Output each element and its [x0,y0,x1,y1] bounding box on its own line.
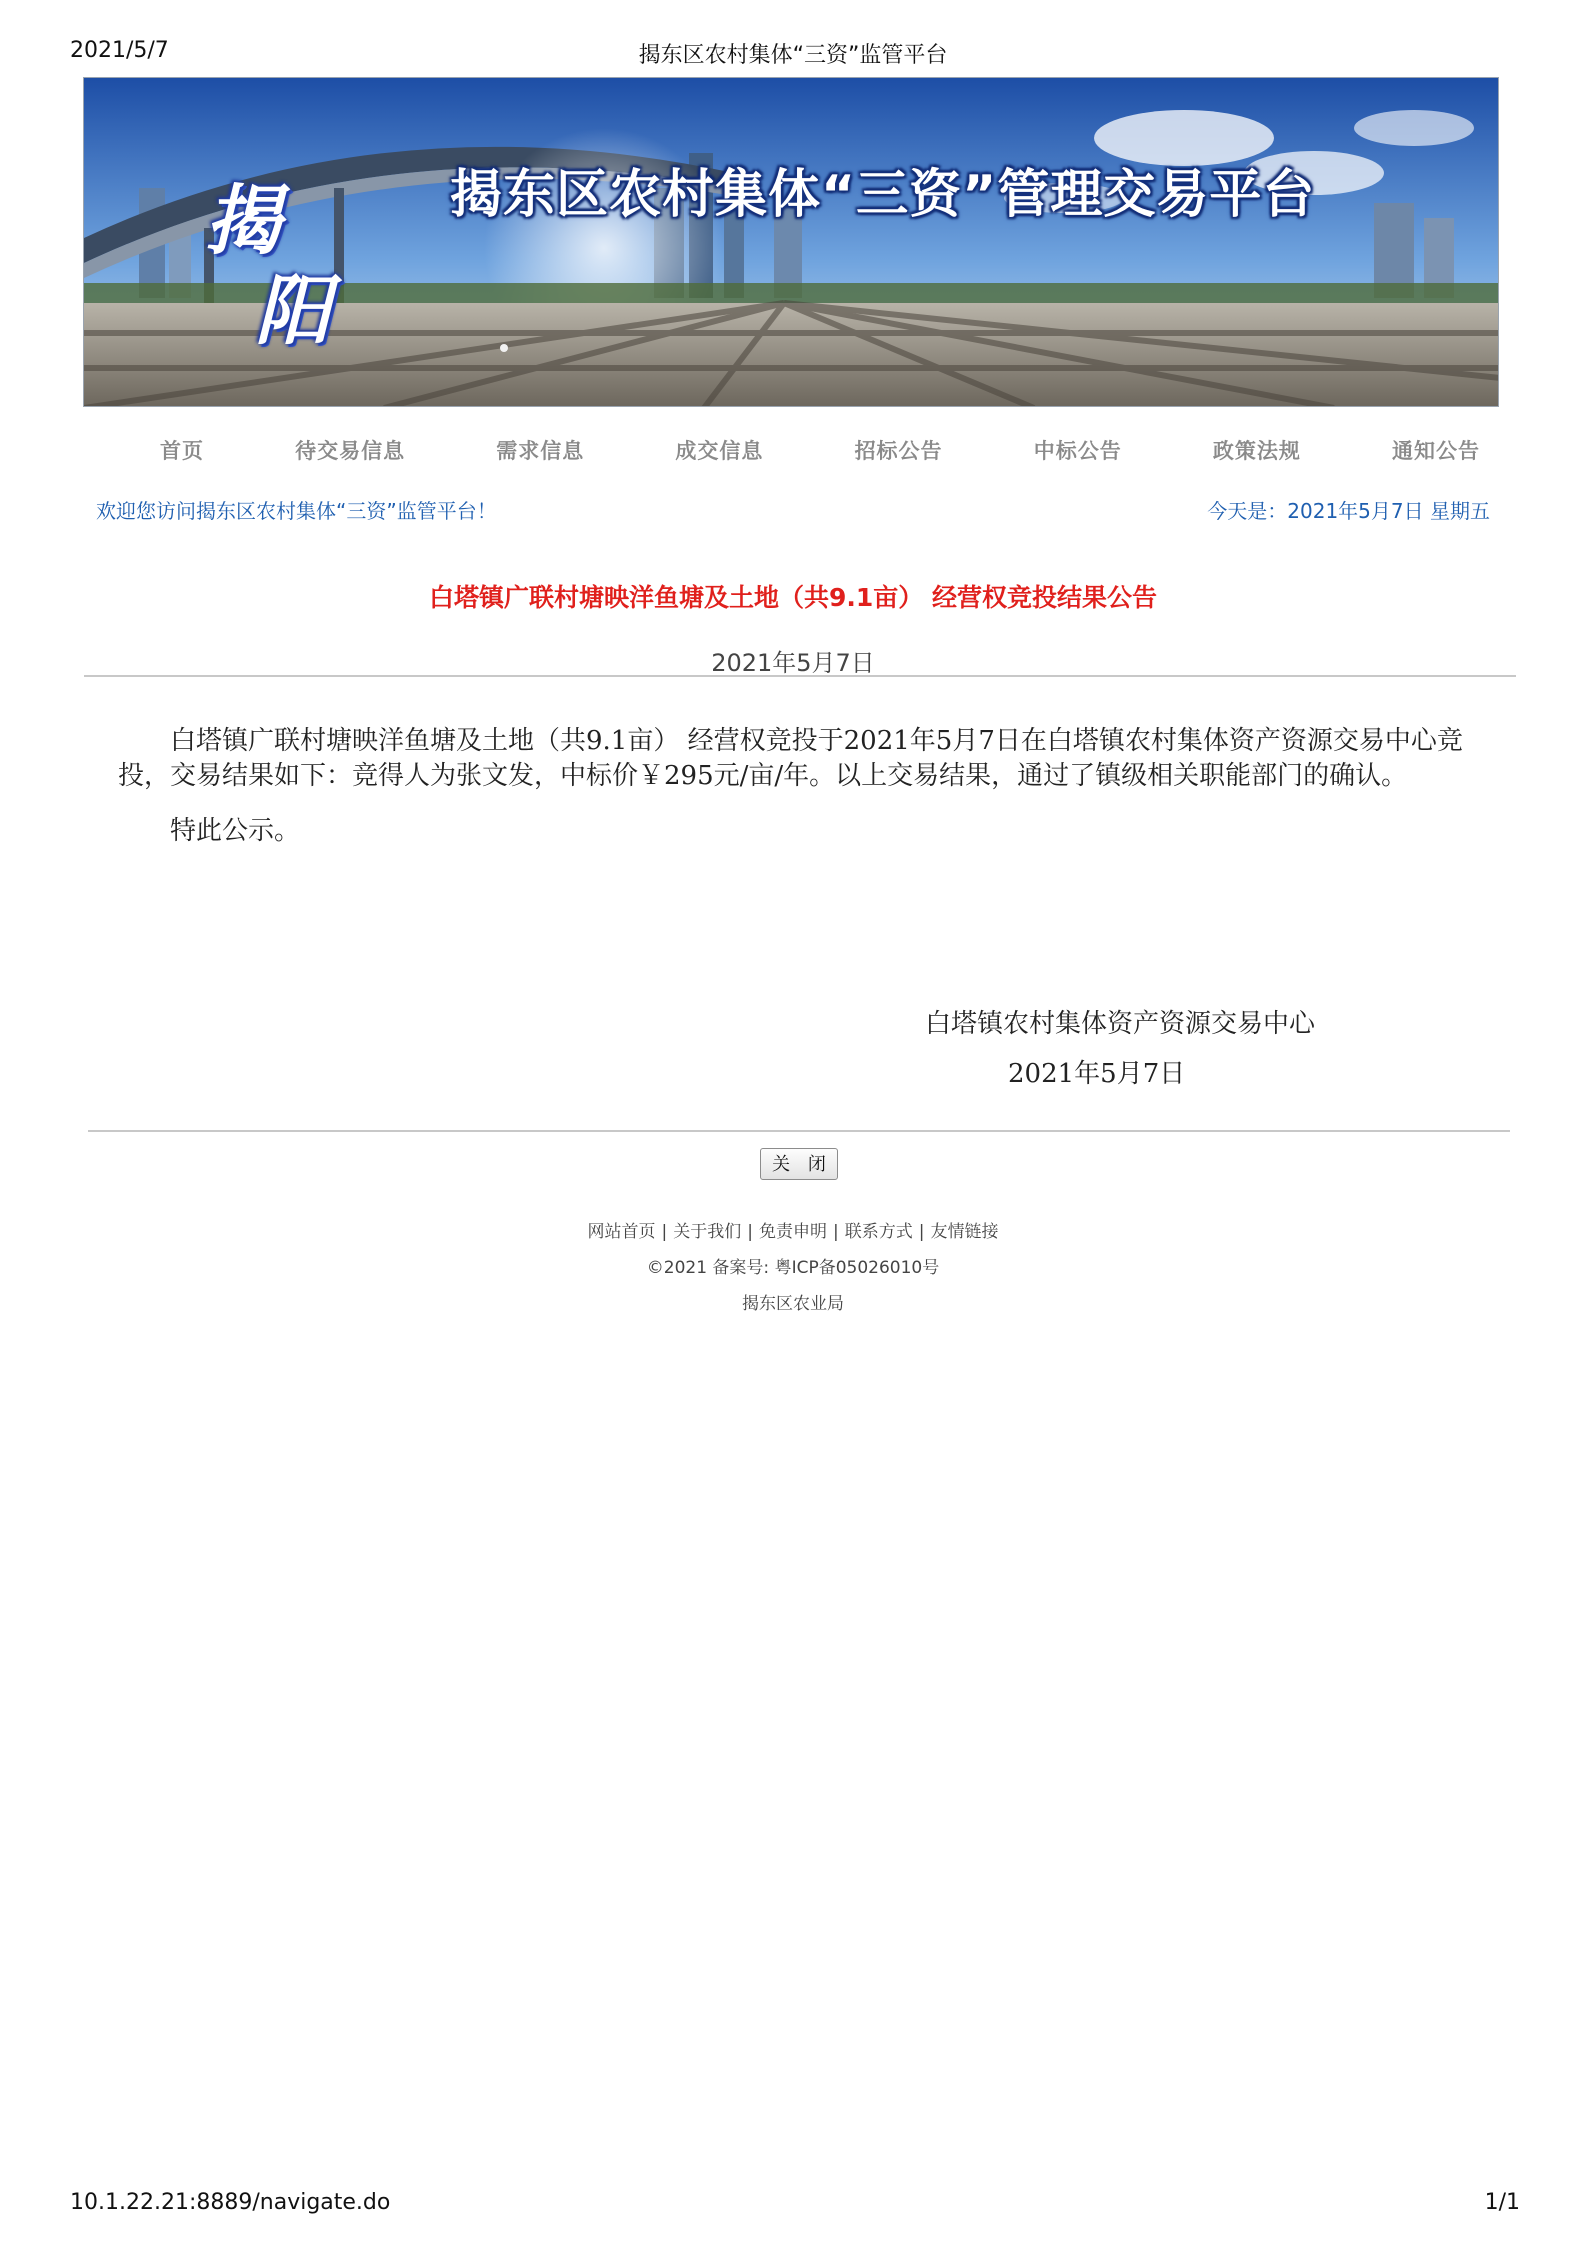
footer-links [0,1217,1586,1242]
nav-item-home[interactable]: 首页 [160,439,204,463]
signature-org: 白塔镇农村集体资产资源交易中心 [925,1009,1316,1039]
footer-link-home[interactable]: 网站首页 [587,1222,656,1242]
print-page-title: 揭东区农村集体“三资”监管平台 [638,43,948,68]
nav-item-tender-notices[interactable]: 招标公告 [854,439,943,463]
signature-date: 2021年5月7日 [1008,1059,1186,1089]
article-title: 白塔镇广联村塘映洋鱼塘及土地（共9.1亩） 经营权竞投结果公告 [429,583,1157,612]
footer-separator: | [661,1222,668,1242]
banner-title: 揭东区农村集体“三资”管理交易平台 [450,165,1316,225]
print-url: 10.1.22.21:8889/navigate.do [70,2190,391,2215]
nav-item-pending-trades[interactable]: 待交易信息 [295,439,406,463]
title-divider [84,675,1516,677]
footer-separator: | [833,1222,839,1242]
content-divider [88,1130,1510,1132]
main-nav [160,435,1480,465]
print-date: 2021/5/7 [70,38,169,63]
footer-separator: | [747,1222,753,1242]
article-paragraph: 特此公示。 [170,816,301,846]
article-body [118,724,1478,869]
footer-separator: | [918,1222,925,1242]
article-paragraph: 白塔镇广联村塘映洋鱼塘及土地（共9.1亩） 经营权竞投于2021年5月7日在白塔镇农村集体资产资源交易中心竞投，交易结果如下：竞得人为张文发，中标价￥295元/亩/年。以上交易结果，通过了镇级相关职能部门的确认。 [118,726,1463,791]
footer-link-friends[interactable]: 友情链接 [930,1222,999,1242]
footer-link-contact[interactable]: 联系方式 [844,1222,913,1242]
nav-item-notifications[interactable]: 通知公告 [1391,439,1480,463]
nav-item-deals[interactable]: 成交信息 [675,439,764,463]
print-page-number: 1/1 [1484,2190,1520,2215]
logo-char-1: 揭 [205,176,281,265]
footer-link-about[interactable]: 关于我们 [673,1222,742,1242]
nav-item-policies[interactable]: 政策法规 [1212,439,1301,463]
today-date: 今天是：2021年5月7日 星期五 [1207,499,1490,523]
footer-org: 揭东区农业局 [742,1294,844,1314]
welcome-text: 欢迎您访问揭东区农村集体“三资”监管平台！ [96,499,497,523]
footer-copyright: ©2021 备案号: 粤ICP备05026010号 [646,1258,940,1278]
article-date: 2021年5月7日 [711,649,875,677]
footer-link-disclaimer[interactable]: 免责申明 [759,1222,827,1242]
close-button[interactable]: 关 闭 [760,1148,838,1180]
logo-char-2: 阳 [255,266,331,355]
nav-item-demand[interactable]: 需求信息 [496,439,585,463]
nav-item-award-notices[interactable]: 中标公告 [1033,439,1122,463]
